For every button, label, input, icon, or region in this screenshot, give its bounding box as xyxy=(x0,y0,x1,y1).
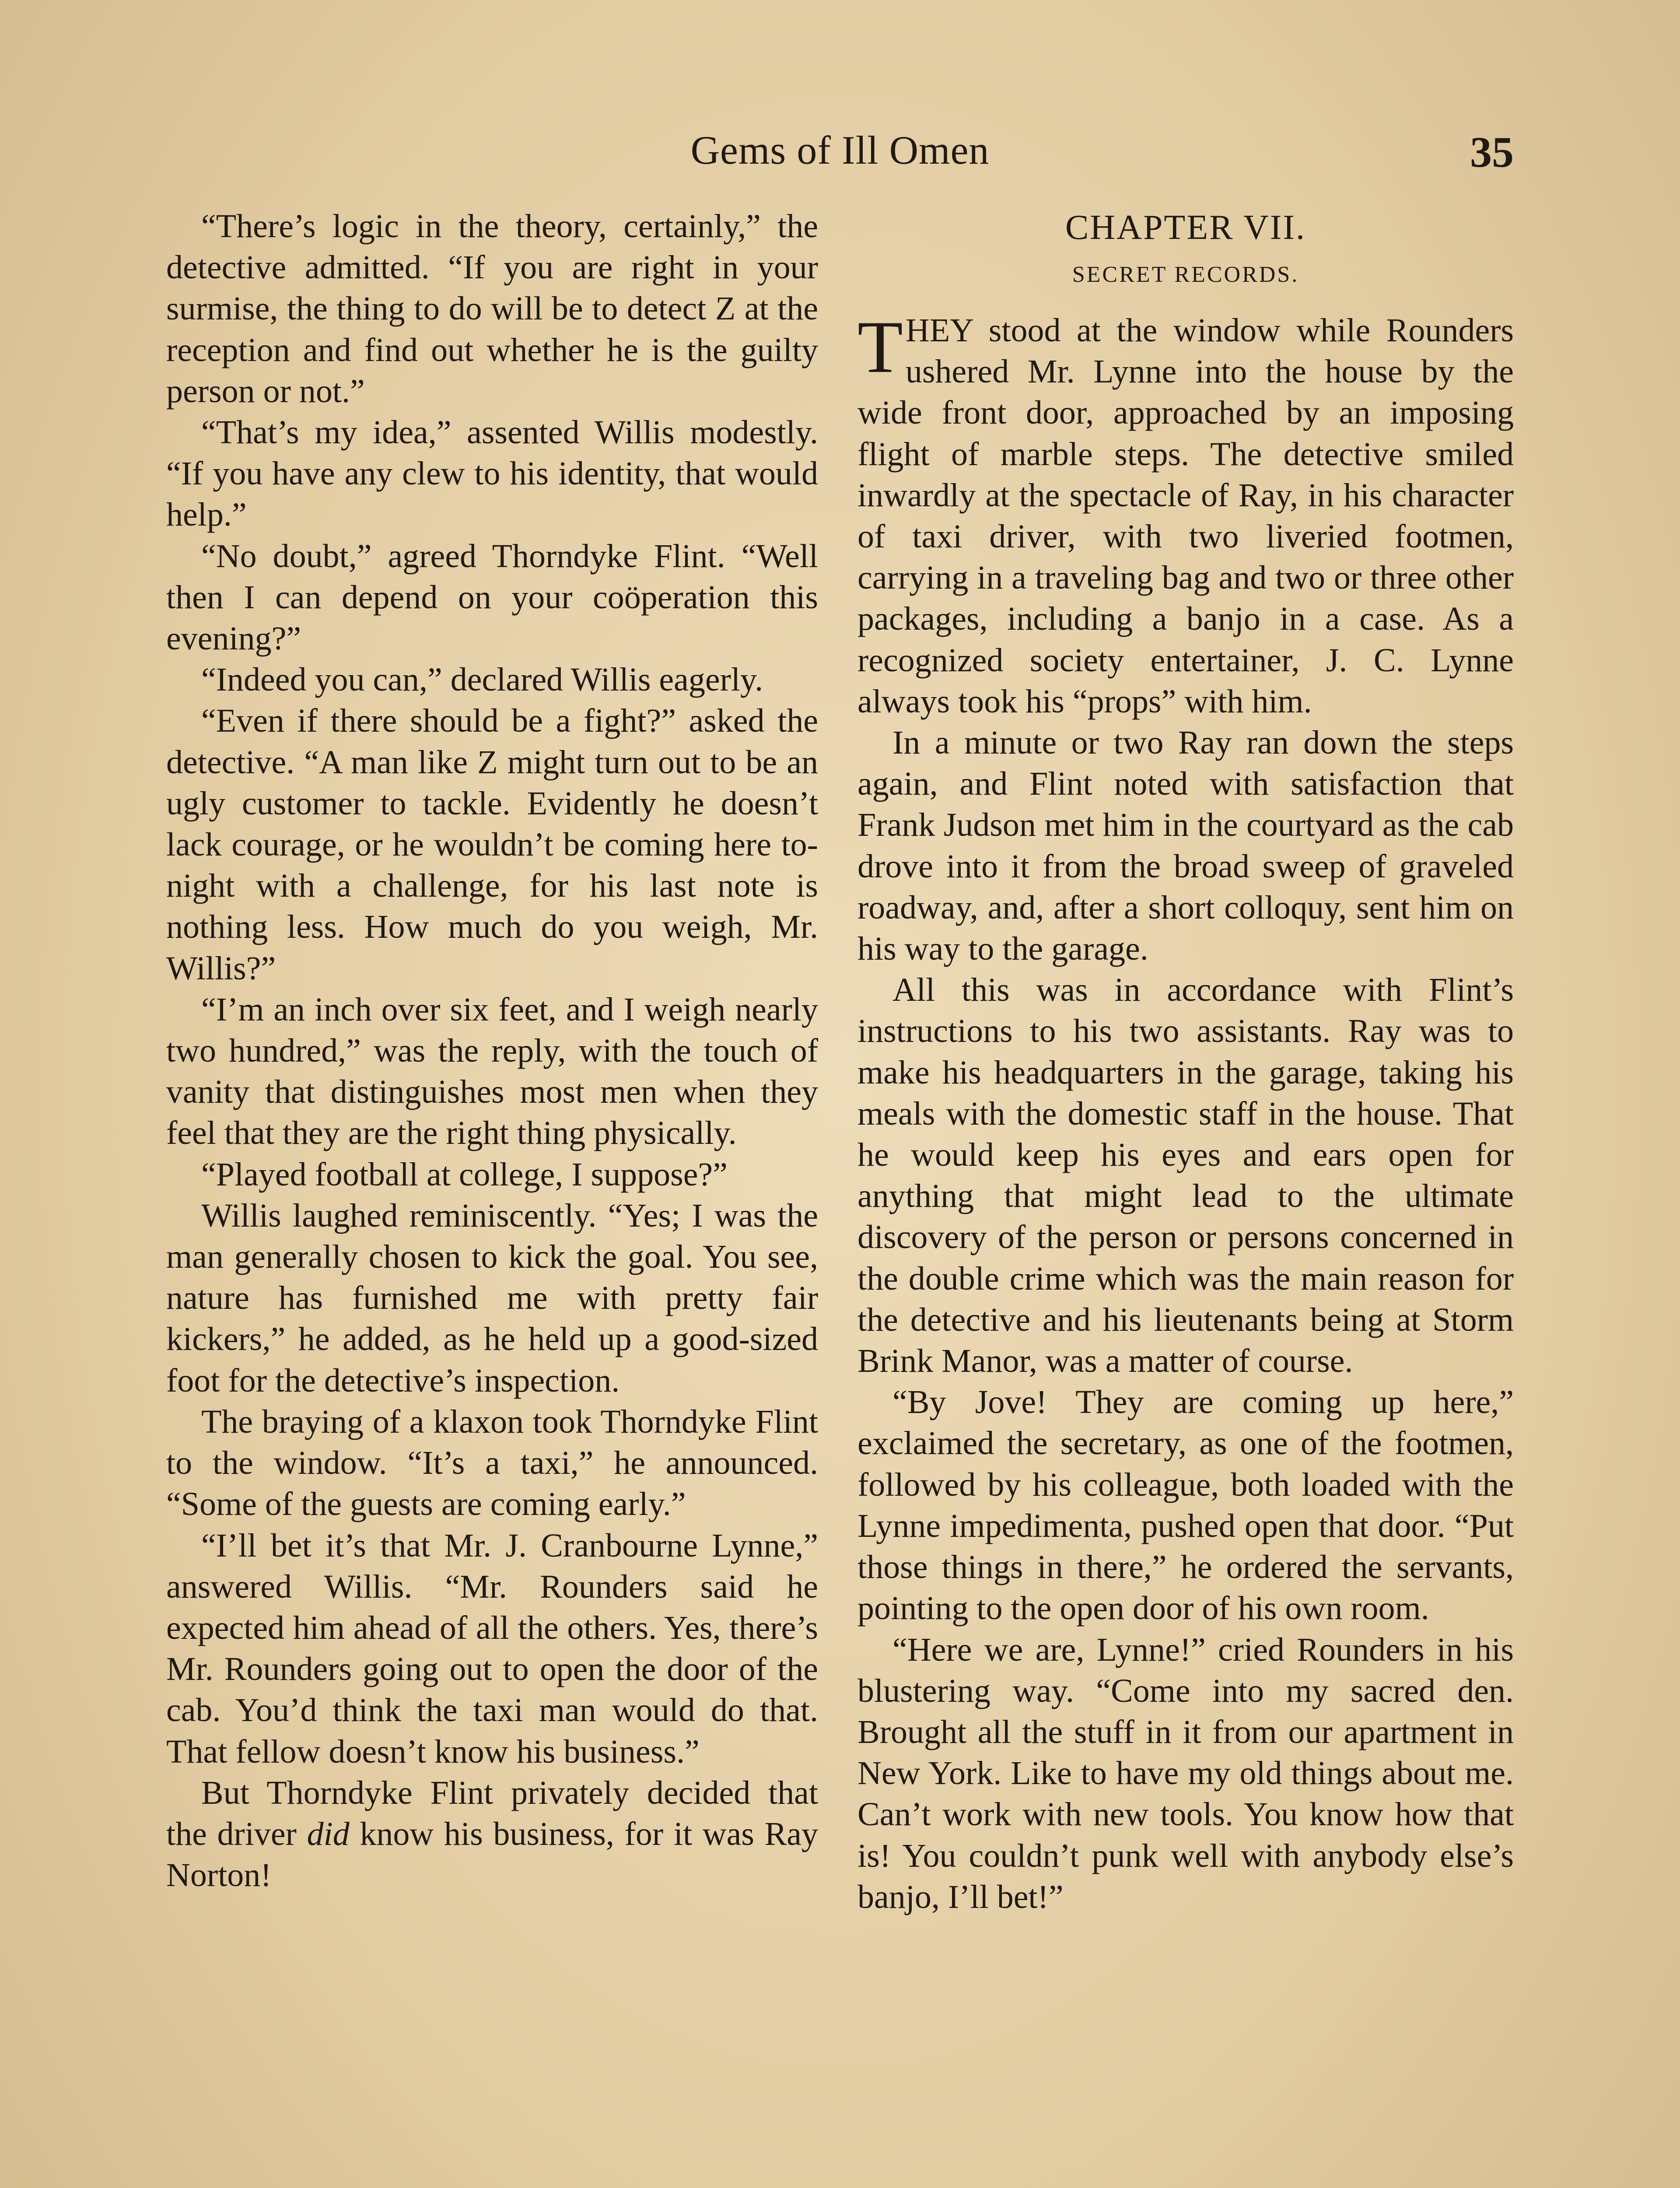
text-run: HEY stood at the window while Rounders ushered Mr. Lynne into the house by the wide front door, approached by an imposing flight of marble steps. The detective smiled inwardly at the spectacle of Ray, in his character of taxi driver, with two liveried footmen, carrying in a traveling bag and two or three other packages, including a banjo in a case. As a recognized society entertainer, J. C. Lynne always took his “props” with him. xyxy=(858,312,1514,720)
paragraph: “No doubt,” agreed Thorndyke Flint. “Well then I can depend on your coöperation this evening?” xyxy=(166,537,818,657)
right-text-column xyxy=(858,206,1514,1918)
chapter-subtitle: SECRET RECORDS. xyxy=(1072,262,1299,287)
paragraph: “There’s logic in the theory, certainly,” the detective admitted. “If you are right in your surmise, the thing to do will be to detect Z at the reception and find out whether he is the guilty person or not.” xyxy=(166,208,818,410)
running-title: Gems of Ill Omen xyxy=(690,128,990,172)
paragraph: “By Jove! They are coming up here,” exclaimed the secretary, as one of the footmen, followed by his colleague, both loaded with the Lynne impedimenta, pushed open that door. “Put those things in there,” he ordered the servants, pointing to the open door of his own room. xyxy=(858,1384,1514,1627)
paragraph-final-left xyxy=(166,1772,818,1896)
paragraph: In a minute or two Ray ran down the steps again, and Flint noted with satisfaction that Frank Judson met him in the courtyard as the cab drove into it from the broad sweep of graveled roadway, and, after a short colloquy, sent him on his way to the garage. xyxy=(858,724,1514,968)
paragraph: “Here we are, Lynne!” cried Rounders in his blustering way. “Come into my sacred den. Brought all the stuff in it from our apartment in New York. Like to have my old things about me. Can’t work with new tools. You know how that is! You couldn’t punk well with anybody else’s banjo, I’ll bet!” xyxy=(858,1631,1514,1915)
chapter-title: CHAPTER VII. xyxy=(1065,208,1306,247)
page-number: 35 xyxy=(1470,128,1514,176)
paragraph: “Indeed you can,” declared Willis eagerly. xyxy=(201,661,763,698)
paragraph: All this was in accordance with Flint’s instructions to his two assistants. Ray was to make his headquarters in the garage, taking his meals with the domestic staff in the house. That he would keep his eyes and ears open for anything that might lead to the ultimate discovery of the person or persons concerned in the double crime which was the main reason for the detective and his lieutenants being at Storm Brink Manor, was a matter of course. xyxy=(858,971,1514,1380)
page-header xyxy=(166,127,1514,184)
text-run: But Thorndyke Flint privately decided that the driver xyxy=(166,1774,818,1852)
paragraph: “I’ll bet it’s that Mr. J. Cranbourne Lynne,” answered Willis. “Mr. Rounders said he expected him ahead of all the others. Yes, there’s Mr. Rounders going out to open the door of the cab. You’d think the taxi man would do that. That fellow doesn’t know his business.” xyxy=(166,1527,818,1770)
chapter-opening-paragraph xyxy=(858,306,1514,722)
drop-cap: T xyxy=(858,306,903,388)
paragraph: “Played football at college, I suppose?” xyxy=(201,1156,728,1193)
left-text-column xyxy=(166,206,818,1896)
text-run: know his business, for it was Ray Norton! xyxy=(166,1815,819,1894)
paragraph: Willis laughed reminiscently. “Yes; I was the man generally chosen to kick the goal. You see, nature has furnished me with pretty fair kickers,” he added, as he held up a good-sized foot for the detective’s inspection. xyxy=(166,1197,818,1399)
paragraph: “Even if there should be a fight?” asked the detective. “A man like Z might turn out to be an ugly customer to tackle. Evidently he doesn’t lack courage, or he wouldn’t be coming here to-night with a challenge, for his last note is nothing less. How much do you weigh, Mr. Willis?” xyxy=(166,702,818,987)
paragraph: The braying of a klaxon took Thorndyke Flint to the window. “It’s a taxi,” he announced. “Some of the guests are coming early.” xyxy=(166,1403,818,1523)
emphasis-text: did xyxy=(307,1815,350,1852)
paragraph: “That’s my idea,” assented Willis modestly. “If you have any clew to his identity, that would help.” xyxy=(166,414,818,533)
paragraph: “I’m an inch over six feet, and I weigh nearly two hundred,” was the reply, with the touch of vanity that distinguishes most men when they feel that they are the right thing physically. xyxy=(166,991,818,1152)
